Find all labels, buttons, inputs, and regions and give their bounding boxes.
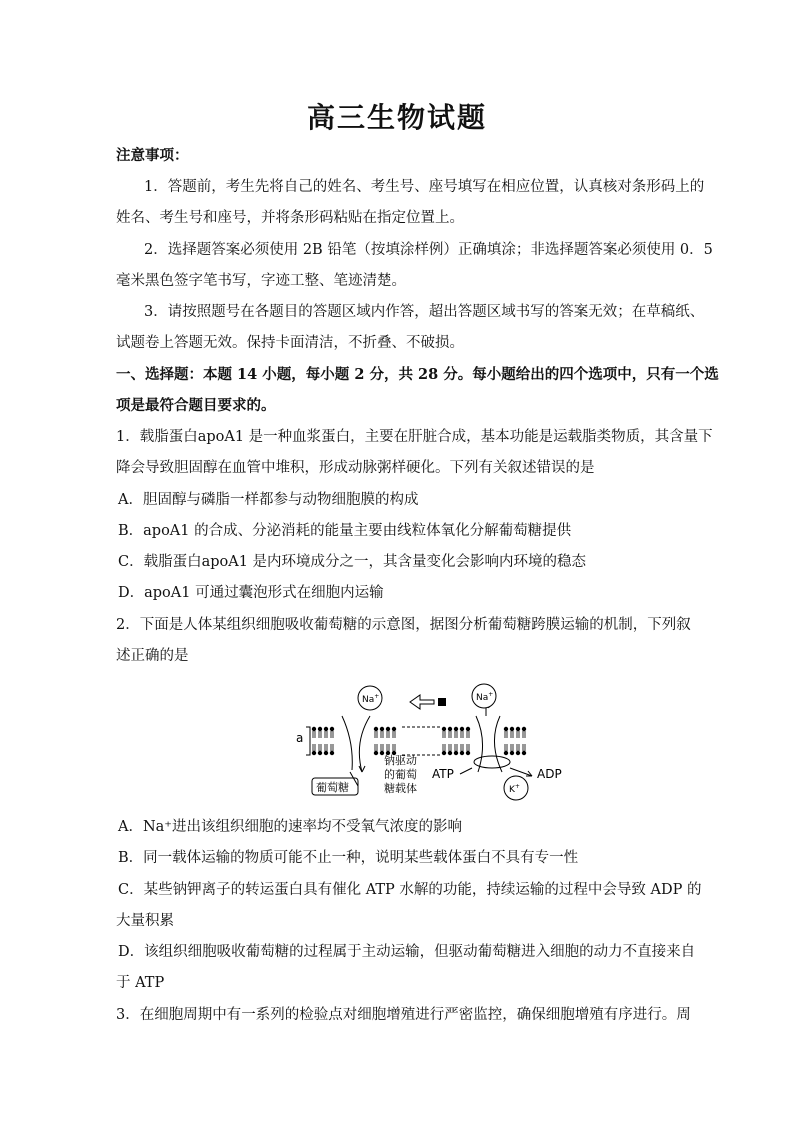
lipid-tail (523, 744, 525, 751)
notice-item-2-line-1: 2．选择题答案必须使用 2B 铅笔（按填涂样例）正确填涂；非选择题答案必须使用 0．5 (144, 242, 713, 258)
q1-option-c: C．载脂蛋白apoA1 是内环境成分之一，其含量变化会影响内环境的稳态 (118, 554, 587, 570)
q2-option-c-line-1: C．某些钠钾离子的转运蛋白具有催化 ATP 水解的功能，持续运输的过程中会导致 ADP 的 (118, 882, 702, 898)
carrier-label-line-3: 糖载体 (384, 782, 417, 795)
lipid-head (466, 751, 470, 755)
lipid-tail (467, 744, 469, 751)
carrier-label-line-1: 钠驱动 (384, 754, 417, 767)
atp-label: ATP (432, 767, 454, 781)
q2-stem-line-2: 述正确的是 (116, 648, 189, 664)
lipid-head (516, 751, 520, 755)
lipid-head (386, 727, 390, 731)
lipid-head (510, 751, 514, 755)
q2-stem-line-1: 2．下面是人体某组织细胞吸收葡萄糖的示意图，据图分析葡萄糖跨膜运输的机制，下列叙 (116, 617, 691, 633)
lipid-tail (511, 744, 513, 751)
notice-item-3-line-1: 3．请按照题号在各题目的答题区域内作答，超出答题区域书写的答案无效；在草稿纸、 (144, 304, 705, 320)
lipid-tail (517, 744, 519, 751)
lipid-head (330, 727, 334, 731)
lipid-head (318, 727, 322, 731)
lipid-tail (393, 744, 395, 751)
page-title: 高三生物试题 (306, 101, 487, 134)
lipid-tail (313, 731, 315, 738)
lipid-head (448, 727, 452, 731)
adp-label: ADP (537, 767, 562, 781)
lipid-tail (319, 744, 321, 751)
lipid-head (330, 751, 334, 755)
notice-item-1-line-2: 姓名、考生号和座号，并将条形码粘贴在指定位置上。 (116, 210, 464, 226)
carrier-label-line-2: 的葡萄 (384, 768, 417, 781)
lipid-head (318, 751, 322, 755)
lipid-tail (331, 744, 333, 751)
lipid-tail (313, 744, 315, 751)
lipid-head (324, 727, 328, 731)
lipid-tail (449, 731, 451, 738)
notice-item-3-line-2: 试题卷上答题无效。保持卡面清洁，不折叠、不破损。 (116, 335, 464, 351)
lipid-head (380, 727, 384, 731)
sodium-outside-label: Na+ (362, 693, 380, 705)
q3-stem-line-1: 3．在细胞周期中有一系列的检验点对细胞增殖进行严密监控，确保细胞增殖有序进行。周 (116, 1007, 691, 1023)
lipid-head (504, 751, 508, 755)
lipid-head (522, 751, 526, 755)
lipid-tail (455, 731, 457, 738)
q2-option-c-line-2: 大量积累 (116, 913, 174, 929)
lipid-head (312, 727, 316, 731)
lipid-head (448, 751, 452, 755)
lipid-head (442, 751, 446, 755)
lipid-tail (393, 731, 395, 738)
lipid-head (460, 751, 464, 755)
lipid-tail (331, 731, 333, 738)
lipid-head (504, 727, 508, 731)
lipid-tail (511, 731, 513, 738)
section-heading-line-2: 项是最符合题目要求的。 (116, 397, 276, 414)
lipid-tail (467, 731, 469, 738)
lipid-head (454, 727, 458, 731)
lipid-tail (375, 731, 377, 738)
glucose-transport-diagram (292, 680, 592, 805)
notice-heading: 注意事项： (116, 147, 189, 164)
lipid-tail (387, 731, 389, 738)
q1-stem-line-1: 1．载脂蛋白apoA1 是一种血浆蛋白，主要在肝脏合成，基本功能是运载脂类物质，其含量下 (116, 429, 713, 445)
lipid-tail (517, 731, 519, 738)
lipid-head (312, 751, 316, 755)
lipid-head (516, 727, 520, 731)
lipid-tail (523, 731, 525, 738)
lipid-head (522, 727, 526, 731)
potassium-label: K+ (509, 783, 520, 795)
q1-option-b: B．apoA1 的合成、分泌消耗的能量主要由线粒体氧化分解葡萄糖提供 (118, 523, 572, 539)
lipid-tail (449, 744, 451, 751)
sodium-pump-label: Na+ (476, 691, 494, 703)
label-a: a (296, 731, 304, 745)
notice-item-1-line-1: 1．答题前，考生先将自己的姓名、考生号、座号填写在相应位置，认真核对条形码上的 (144, 179, 705, 195)
lipid-tail (461, 744, 463, 751)
lipid-head (324, 751, 328, 755)
lipid-tail (461, 731, 463, 738)
q2-option-a: A．Na⁺进出该组织细胞的速率均不受氧气浓度的影响 (118, 819, 462, 835)
lipid-head (374, 727, 378, 731)
lipid-tail (505, 744, 507, 751)
lipid-head (466, 727, 470, 731)
lipid-head (510, 727, 514, 731)
q1-stem-line-2: 降会导致胆固醇在血管中堆积，形成动脉粥样硬化。下列有关叙述错误的是 (116, 460, 595, 476)
lipid-tail (381, 731, 383, 738)
lipid-head (454, 751, 458, 755)
lipid-head (442, 727, 446, 731)
q1-option-d: D．apoA1 可通过囊泡形式在细胞内运输 (118, 585, 384, 601)
glucose-label: 葡萄糖 (316, 781, 349, 794)
lipid-tail (325, 744, 327, 751)
q2-option-d-line-1: D．该组织细胞吸收葡萄糖的过程属于主动运输，但驱动葡萄糖进入细胞的动力不直接来自 (118, 944, 696, 960)
lipid-head (392, 727, 396, 731)
q2-option-d-line-2: 于 ATP (116, 975, 165, 991)
concentration-arrow-icon (410, 695, 446, 709)
lipid-tail (443, 744, 445, 751)
lipid-tail (443, 731, 445, 738)
lipid-tail (381, 744, 383, 751)
notice-item-2-line-2: 毫米黑色签字笔书写，字迹工整、笔迹清楚。 (116, 273, 406, 289)
lipid-head (460, 727, 464, 731)
lipid-head (374, 751, 378, 755)
lipid-tail (505, 731, 507, 738)
lipid-tail (325, 731, 327, 738)
q1-option-a: A．胆固醇与磷脂一样都参与动物细胞膜的构成 (118, 492, 419, 508)
lipid-tail (319, 731, 321, 738)
lipid-tail (387, 744, 389, 751)
q2-option-b: B．同一载体运输的物质可能不止一种，说明某些载体蛋白不具有专一性 (118, 850, 579, 866)
section-heading-line-1: 一、选择题：本题 14 小题，每小题 2 分，共 28 分。每小题给出的四个选项中，只有一个选 (116, 366, 719, 383)
lipid-tail (455, 744, 457, 751)
lipid-tail (375, 744, 377, 751)
